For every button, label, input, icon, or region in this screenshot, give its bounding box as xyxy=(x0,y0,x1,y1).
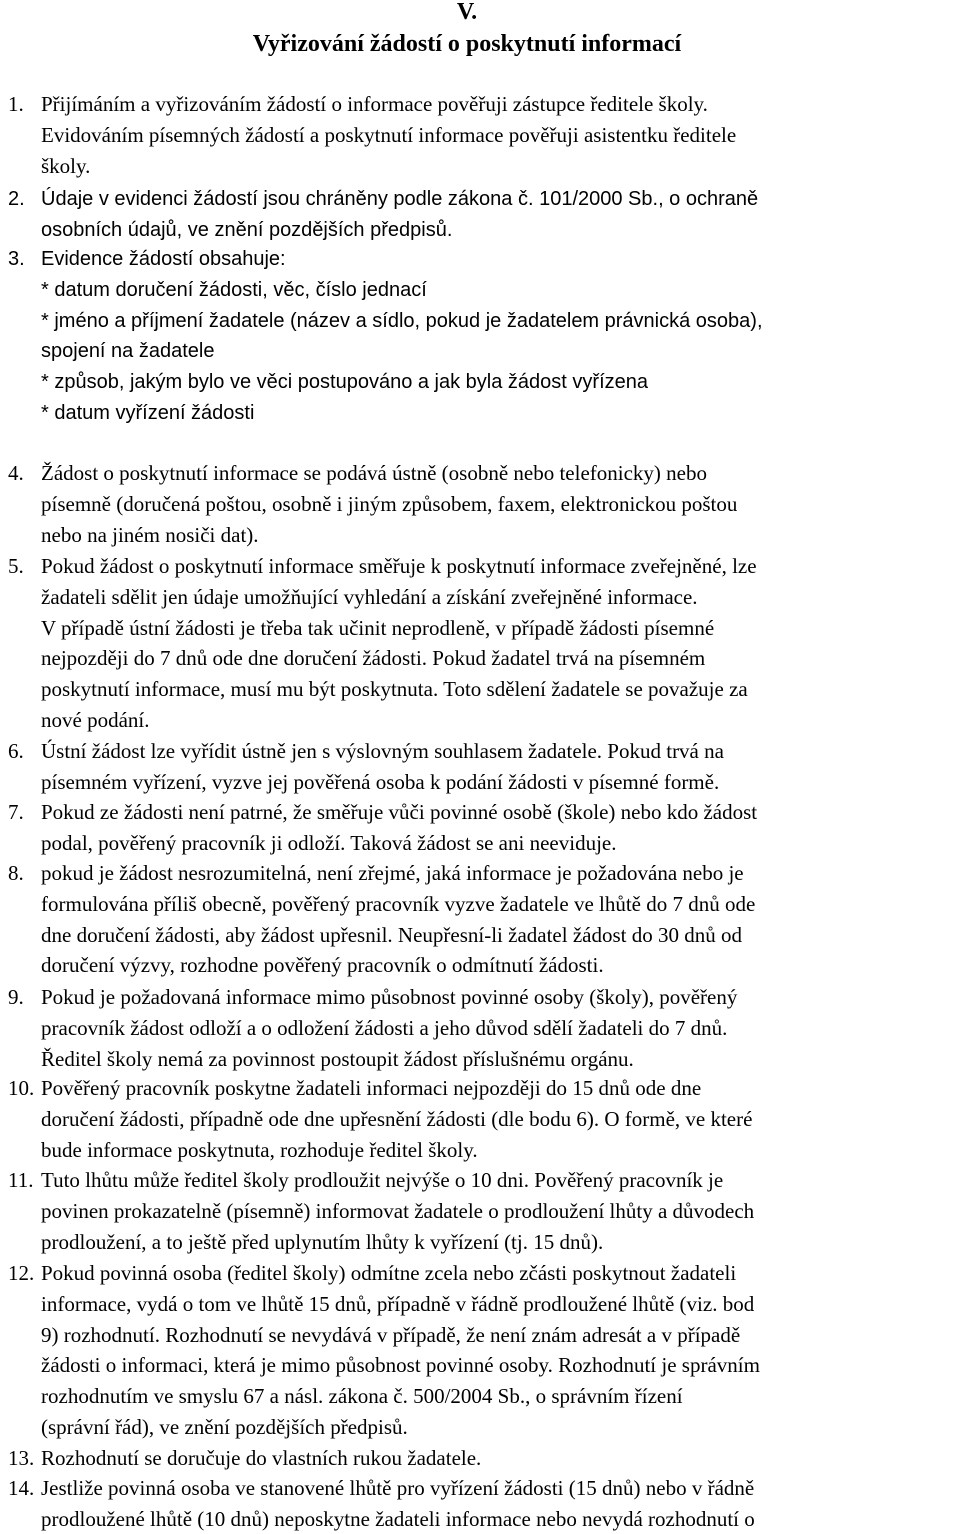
item-text-line: školy. xyxy=(41,153,91,178)
item-text-line: dne doručení žádosti, aby žádost upřesnil. Neupřesní-li žadatel žádost do 30 dnů od xyxy=(41,922,742,947)
item-text-line: Pokud povinná osoba (ředitel školy) odmítne zcela nebo zčásti poskytnout žadateli xyxy=(41,1261,737,1285)
item-text-line: prodloužení, a to ještě před uplynutím lhůty k vyřízení (tj. 15 dnů). xyxy=(41,1229,604,1254)
item-text-line: (správní řád), ve znění pozdějších předpisů. xyxy=(41,1415,408,1439)
item-text-line: spojení na žadatele xyxy=(41,340,215,363)
item-text-line: Ústní žádost lze vyřídit ústně jen s výslovným souhlasem žadatele. Pokud trvá na xyxy=(41,739,724,763)
item-text-line: podal, pověřený pracovník ji odloží. Taková žádost se ani neeviduje. xyxy=(41,830,617,855)
item-text-line: prodloužené lhůtě (10 dnů) neposkytne žadateli informace nebo nevydá rozhodnutí o xyxy=(41,1506,755,1531)
item-number: 8. xyxy=(8,861,24,885)
item-number: 13. xyxy=(8,1446,35,1470)
section-title: Vyřizování žádostí o poskytnutí informací xyxy=(252,31,682,57)
item-text-line: * datum doručení žádosti, věc, číslo jednací xyxy=(41,278,427,301)
item-text-line: Jestliže povinná osoba ve stanovené lhůtě pro vyřízení žádosti (15 dnů) nebo v řádně xyxy=(41,1476,755,1500)
item-number: 5. xyxy=(8,554,24,578)
item-text-line: Rozhodnutí se doručuje do vlastních rukou žadatele. xyxy=(41,1446,482,1470)
item-text-line: Údaje v evidenci žádostí jsou chráněny podle zákona č. 101/2000 Sb., o ochraně xyxy=(41,188,759,210)
item-text-line: Ředitel školy nemá za povinnost postoupit žádost příslušnému orgánu. xyxy=(41,1046,634,1071)
item-text-line: povinen prokazatelně (písemně) informovat žadatele o prodloužení lhůty a důvodech xyxy=(41,1198,755,1223)
item-text-line: Přijímáním a vyřizováním žádostí o informace pověřuji zástupce ředitele školy. xyxy=(41,92,708,116)
item-text-line: formulována příliš obecně, pověřený pracovník vyzve žadatele ve lhůtě do 7 dnů ode xyxy=(41,891,756,916)
item-text-line: osobních údajů, ve znění pozdějších předpisů. xyxy=(41,218,453,241)
item-number: 12. xyxy=(8,1261,35,1285)
item-text-line: doručení výzvy, rozhodne pověřený pracovník o odmítnutí žádosti. xyxy=(41,953,604,978)
item-text-line: informace, vydá o tom ve lhůtě 15 dnů, případně v řádně prodloužené lhůtě (viz. bod xyxy=(41,1291,755,1316)
item-text-line: Pověřený pracovník poskytne žadateli informaci nejpozději do 15 dnů ode dne xyxy=(41,1076,702,1100)
item-number: 7. xyxy=(8,800,24,824)
item-text-line: bude informace poskytnuta, rozhoduje ředitel školy. xyxy=(41,1137,478,1162)
item-text-line: žádosti o informaci, která je mimo působnost povinné osoby. Rozhodnutí je správním xyxy=(41,1353,760,1378)
item-number: 11. xyxy=(8,1168,34,1192)
item-text-line: pokud je žádost nesrozumitelná, není zřejmé, jaká informace je požadována nebo je xyxy=(41,861,744,885)
item-text-line: pracovník žádost odloží a o odložení žádosti a jeho důvod sdělí žadateli do 7 dnů. xyxy=(41,1015,728,1040)
item-text-line: písemném vyřízení, vyzve jej pověřená osoba k podání žádosti v písemné formě. xyxy=(41,769,720,794)
item-text-line: Evidováním písemných žádostí a poskytnutí informace pověřuji asistentku ředitele xyxy=(41,122,737,147)
item-number: 4. xyxy=(8,461,24,485)
item-text-line: písemně (doručená poštou, osobně i jiným způsobem, faxem, elektronickou poštou xyxy=(41,491,738,516)
item-text-line: Pokud žádost o poskytnutí informace směřuje k poskytnutí informace zveřejněné, lze xyxy=(41,554,757,578)
item-number: 9. xyxy=(8,985,24,1009)
item-text-line: Pokud je požadovaná informace mimo působnost povinné osoby (školy), pověřený xyxy=(41,985,738,1009)
item-text-line: nebo na jiném nosiči dat). xyxy=(41,522,259,547)
item-number: 10. xyxy=(8,1076,35,1100)
item-text-line: nejpozději do 7 dnů ode dne doručení žádosti. Pokud žadatel trvá na písemném xyxy=(41,646,706,671)
item-text-line: Evidence žádostí obsahuje: xyxy=(41,248,286,270)
item-text-line: poskytnutí informace, musí mu být poskytnuta. Toto sdělení žadatele se považuje za xyxy=(41,677,748,702)
item-text-line: Pokud ze žádosti není patrné, že směřuje vůči povinné osobě (škole) nebo kdo žádost xyxy=(41,800,758,824)
item-text-line: * jméno a příjmení žadatele (název a sídlo, pokud je žadatelem právnická osoba), xyxy=(41,309,763,332)
item-text-line: 9) rozhodnutí. Rozhodnutí se nevydává v případě, že není znám adresát a v případě xyxy=(41,1322,741,1347)
item-number: 6. xyxy=(8,739,24,763)
item-text-line: Tuto lhůtu může ředitel školy prodloužit nejvýše o 10 dni. Pověřený pracovník je xyxy=(41,1168,724,1192)
item-text-line: nové podání. xyxy=(41,708,150,732)
item-text-line: * datum vyřízení žádosti xyxy=(41,402,255,424)
section-number: V. xyxy=(456,0,478,25)
item-number: 3. xyxy=(8,248,25,270)
item-number: 14. xyxy=(8,1476,35,1500)
item-text-line: Žádost o poskytnutí informace se podává ústně (osobně nebo telefonicky) nebo xyxy=(41,461,707,485)
item-number: 2. xyxy=(8,188,25,210)
item-number: 1. xyxy=(8,92,24,116)
item-text-line: doručení žádosti, případně ode dne upřesnění žádosti (dle bodu 6). O formě, ve které xyxy=(41,1106,753,1131)
item-text-line: * způsob, jakým bylo ve věci postupováno a jak byla žádost vyřízena xyxy=(41,371,648,394)
item-text-line: žadateli sdělit jen údaje umožňující vyhledání a získání zveřejněné informace. xyxy=(41,584,698,609)
item-text-line: V případě ústní žádosti je třeba tak učinit neprodleně, v případě žádosti písemné xyxy=(41,615,715,640)
item-text-line: rozhodnutím ve smyslu 67 a násl. zákona č. 500/2004 Sb., o správním řízení xyxy=(41,1384,683,1409)
